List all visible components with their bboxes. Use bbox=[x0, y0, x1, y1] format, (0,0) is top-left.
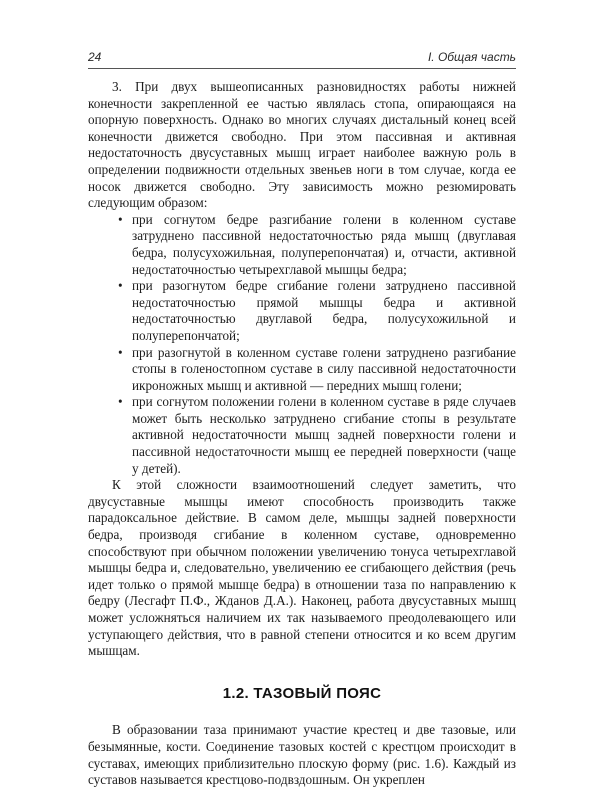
bullet-item bbox=[88, 278, 516, 344]
bullet-marker: • bbox=[118, 394, 123, 410]
bullet-text: при согнутом бедре разгибание голени в коленном суставе затруднено пассивной недостаточностью ряда мышц (двуглавая бедра, полусухожильная, полуперепончатая) и, отчасти, активной недостаточностью четырехглавой мышцы бедра; bbox=[132, 211, 516, 277]
bullet-marker: • bbox=[118, 344, 123, 360]
bullet-item bbox=[88, 212, 516, 278]
page-number: 24 bbox=[88, 50, 102, 64]
paragraph-pelvis: В образовании таза принимают участие крестец и две тазовые, или безымянные, кости. Соединение тазовых костей с крестцом происходит в суставах, имеющих приблизительно плоскую форму (рис. 1.6). Каждый из суставов называется крестцово-подвздошным. Он укреплен bbox=[88, 722, 516, 788]
bullet-text: при разогнутой в коленном суставе голени затруднено разгибание стопы в голеностопном суставе в силу пассивной недостаточности икроножных мышц и активной — передних мышц голени; bbox=[132, 344, 516, 393]
running-title: I. Общая часть bbox=[427, 50, 516, 64]
paragraph-limb-movement: 3. При двух вышеописанных разновидностях работы нижней конечности закрепленной ее частью являлась стопа, опирающаяся на опорную поверхность. Однако во многих случаях дистальный конец всей конечности движется свободно. При этом пассивная и активная недостаточность двусуставных мышц играет наиболее важную роль в определении подвижности отдельных звеньев ноги в том случае, когда ее носок движется свободно. Эту зависимость можно резюмировать следующим образом: bbox=[88, 79, 516, 211]
bullet-list bbox=[88, 212, 516, 478]
bullet-text: при согнутом положении голени в коленном суставе в ряде случаев может быть несколько затруднено сгибание стопы в результате активной недостаточности мышц задней поверхности голени и пассивной недостаточности мышц ее передней поверхности (чаще у детей). bbox=[132, 394, 516, 476]
page-header bbox=[88, 48, 516, 69]
paragraph-paradoxical-action: К этой сложности взаимоотношений следует заметить, что двусуставные мышцы имеют способность производить также парадоксальное действие. В самом деле, мышцы задней поверхности бедра, производя сгибание в коленном суставе, одновременно способствуют при обычном положении увеличению тонуса четырехглавой мышцы бедра и, следовательно, увеличению ее сгибающего действия (речь идет только о прямой мышце бедра) в отношении таза по направлению к бедру (Лесгафт П.Ф., Жданов Д.А.). Наконец, работа двусуставных мышц может усложняться наличием их так называемого преодолевающего или уступающего действия, что в равной степени относится и ко всем другим мышцам. bbox=[88, 477, 516, 659]
bullet-marker: • bbox=[118, 278, 123, 294]
section-heading: 1.2. ТАЗОВЫЙ ПОЯС bbox=[222, 684, 382, 702]
page-body bbox=[88, 79, 516, 789]
bullet-item bbox=[88, 345, 516, 395]
bullet-item bbox=[88, 394, 516, 477]
bullet-text: при разогнутом бедре сгибание голени затруднено пассивной недостаточностью прямой мышцы бедра и активной недостаточностью двуглавой бедра, полусухожильной и полуперепончатой; bbox=[132, 278, 516, 343]
bullet-marker: • bbox=[118, 211, 123, 227]
